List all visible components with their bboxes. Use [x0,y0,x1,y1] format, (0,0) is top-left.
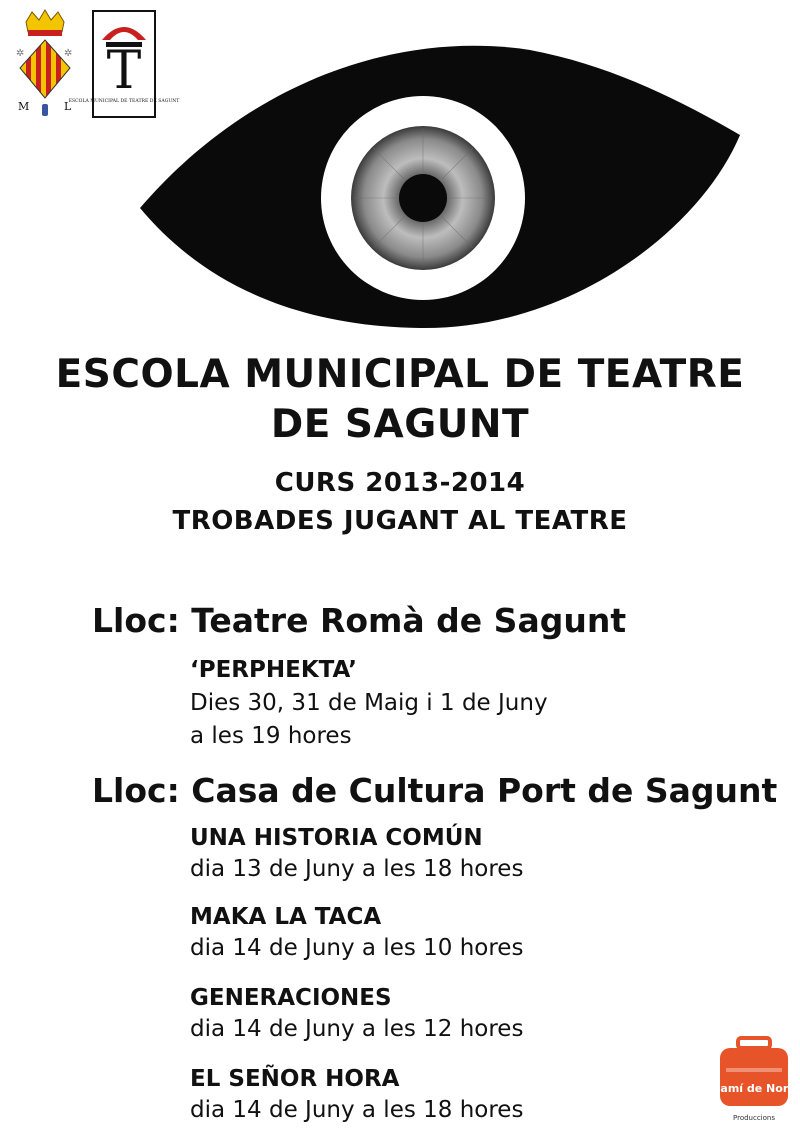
venue-heading-teatre-roma: Lloc: Teatre Romà de Sagunt [92,601,627,640]
coat-letter-m: M [18,100,30,113]
event-title-perphekta: ‘PERPHEKTA’ [190,657,357,683]
producer-logo-text: Camí de Nora [712,1082,796,1095]
event-date-maka-la-taca: dia 14 de Juny a les 10 hores [190,935,524,961]
poster-title-line2: DE SAGUNT [270,402,530,447]
event-date-una-historia: dia 13 de Juny a les 18 hores [190,856,524,882]
event-time-perphekta: a les 19 hores [190,723,352,749]
event-title-el-senor-hora: EL SEÑOR HORA [190,1066,400,1092]
svg-text:✲: ✲ [64,48,73,59]
svg-text:✲: ✲ [16,48,25,59]
producer-logo [712,1034,796,1126]
event-title-maka-la-taca: MAKA LA TACA [190,904,382,930]
event-series-title: TROBADES JUGANT AL TEATRE [172,506,628,536]
course-year: CURS 2013-2014 [274,468,526,498]
eye-illustration [140,40,740,330]
event-title-generaciones: GENERACIONES [190,985,392,1011]
venue-heading-casa-cultura: Lloc: Casa de Cultura Port de Sagunt [92,771,778,810]
school-logo-letter: T [106,41,142,101]
school-logo-caption: ESCOLA MUNICIPAL DE TEATRE DE SAGUNT [68,99,180,104]
coat-letter-l: L [64,100,72,113]
producer-logo-caption: Produccions [733,1114,775,1122]
event-date-generaciones: dia 14 de Juny a les 12 hores [190,1016,524,1042]
event-date-el-senor-hora: dia 14 de Juny a les 18 hores [190,1097,524,1123]
poster-title-line1: ESCOLA MUNICIPAL DE TEATRE [55,352,745,397]
event-dates-perphekta: Dies 30, 31 de Maig i 1 de Juny [190,690,548,716]
event-title-una-historia: UNA HISTORIA COMÚN [190,825,483,851]
